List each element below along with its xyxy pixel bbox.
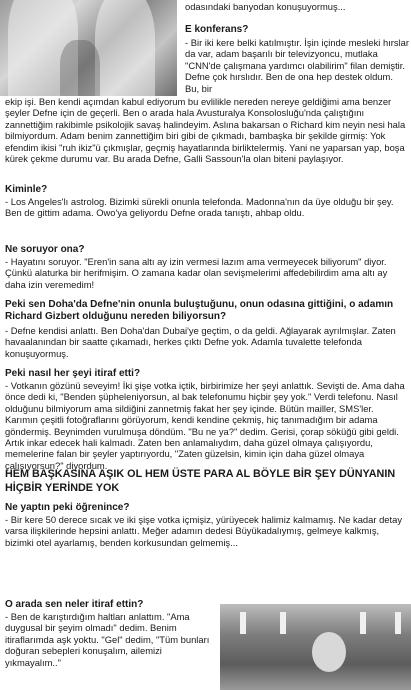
answer-paragraph: ekip işi. Ben kendi açımdan kabul ediyorum bu evlilikle nereden nereye geldiğimi ama benzer şeyler Defne için de geçerli. Ben o arada hala Avusturalya Konsolosluğu'nda çalıştığını zannettiğim rakibimle psikolojik savaş halindeyim. Aslına bakarsan o Richard kim neyin nesi hala bilmiyordum. Adam benim zannettiğim biri gibi de çıkmadı, bambaşka bir şekilde girmiş: Yok efendim ikisi "ruh ikiz"ü çıkmışlar, geçmiş hayatlarında birliktelermiş. Yani ne yaparsan yap, boşa kürek çekme durumu var. Bu arada Defne, Galli Sassoun'la olan biteni paylaşıyor.	[5, 96, 406, 165]
article-photo-top	[0, 0, 177, 96]
article-photo-bottom	[220, 604, 411, 690]
question-heading: O arada sen neler itiraf ettin?	[5, 599, 144, 610]
section-heading: HEM BAŞKASINA AŞIK OL HEM ÜSTE PARA AL BÖYLE BİR ŞEY DÜNYANIN HİÇBİR YERİNDE YOK	[5, 468, 396, 494]
answer-paragraph: - Los Angeles'lı astrolog. Bizimki sürekli onunla telefonda. Madonna'nın da üye olduğu bir şey. Ben de gittim adama. Owo'ya geliyordu Defne orada tanıştı, ahbap oldu.	[5, 196, 394, 219]
question-heading: Peki sen Doha'da Defne'nin onunla buluştuğunu, onun odasına gittiğini, o adamın Richard Gizbert olduğunu nereden biliyorsun?	[5, 299, 394, 322]
answer-paragraph: - Bir kere 50 derece sıcak ve iki şişe votka içmişiz, yürüyecek halimiz kalmamış. Ne kadar detay varsa ilişkilerinde hepsini anlattı. Meğer adamın dedesi Büyükadalıymış, gelmeye kalkmış, bizimki otel ayarlamış, benden korkusundan gelmemiş...	[5, 514, 403, 548]
answer-paragraph: - Hayatını soruyor. "Eren'in sana altı ay izin vermesi lazım ama vermeyecek biliyorum" diyor. Çünkü alaturka bir herifmişim. O zamana kadar olan sevişmelerimi affedebilirdim ama altı ay daha izin veremedim!	[5, 256, 388, 290]
answer-paragraph: - Defne kendisi anlattı. Ben Doha'dan Dubai'ye geçtim, o da geldi. Ağlayarak ayrılmışlar. Zaten havaalanından bir saatte çıkamadı, herkes çıktı Defne yok. Adamla tuvalette telefonda konuşuyormuş.	[5, 325, 396, 359]
question-heading: Ne yaptın peki öğrenince?	[5, 502, 130, 513]
paragraph-fragment: odasındaki banyodan konuşuyormuş...	[185, 1, 346, 12]
answer-side-paragraph: - Bir iki kere belki katılmıştır. İşin içinde mesleki hırslar da var, adam başarılı bir televizyoncu, mutlaka "CNN'de çalışmana yardımcı olabilirim" filan demiştir. Defne çok hırslıdır. Ben de ona hep destek oldum. Bu, bir	[185, 37, 410, 94]
question-heading: Kiminle?	[5, 184, 48, 195]
question-heading: E konferans?	[185, 24, 249, 35]
answer-paragraph: - Ben de karıştırdığım haltları anlattım. "Ama duygusal bir şeyim olmadı" dedim. Benim itiraflarımda aşk yoktu. "Gel" dedim, "Tüm bunları doğuran sebepleri konuşalım, ailemizi yıkmayalım.."	[5, 611, 210, 668]
answer-paragraph: - Votkanın gözünü seveyim! İki şişe votka içtik, birbirimize her şeyi anlattık. Sevişti de. Ama daha önce dedi ki, "Benden şüpheleniyorsun, al bak telefonumu hiçbir şey yok." Verdi telefonu. Nasıl olduğunu bilmiyorum ama sildiğini zannetmiş fakat her şey içinde. Bütün mailler, SMS'ler. Karımın çeşitli fotoğraflarını görüyorum, kendi kendine çekmiş, hiç tanımadığım bir adama göndermiş. Beynimden vurulmuşa döndüm. "Bu ne ya?" dedim. Gerisi, çorap söküğü gibi geldi. Artık inkar edecek hali kalmadı. Zaten ben anlamalıydım, daha güzel olmaya çalışıyordu, memelerine falan bir şeyler yaptırıyordu, "Zaten güzelsin, kimin için daha güzel olmaya çalışıyorsun?" diyordum.	[5, 380, 405, 471]
question-heading: Peki nasıl her şeyi itiraf etti?	[5, 368, 141, 379]
question-heading: Ne soruyor ona?	[5, 244, 85, 255]
